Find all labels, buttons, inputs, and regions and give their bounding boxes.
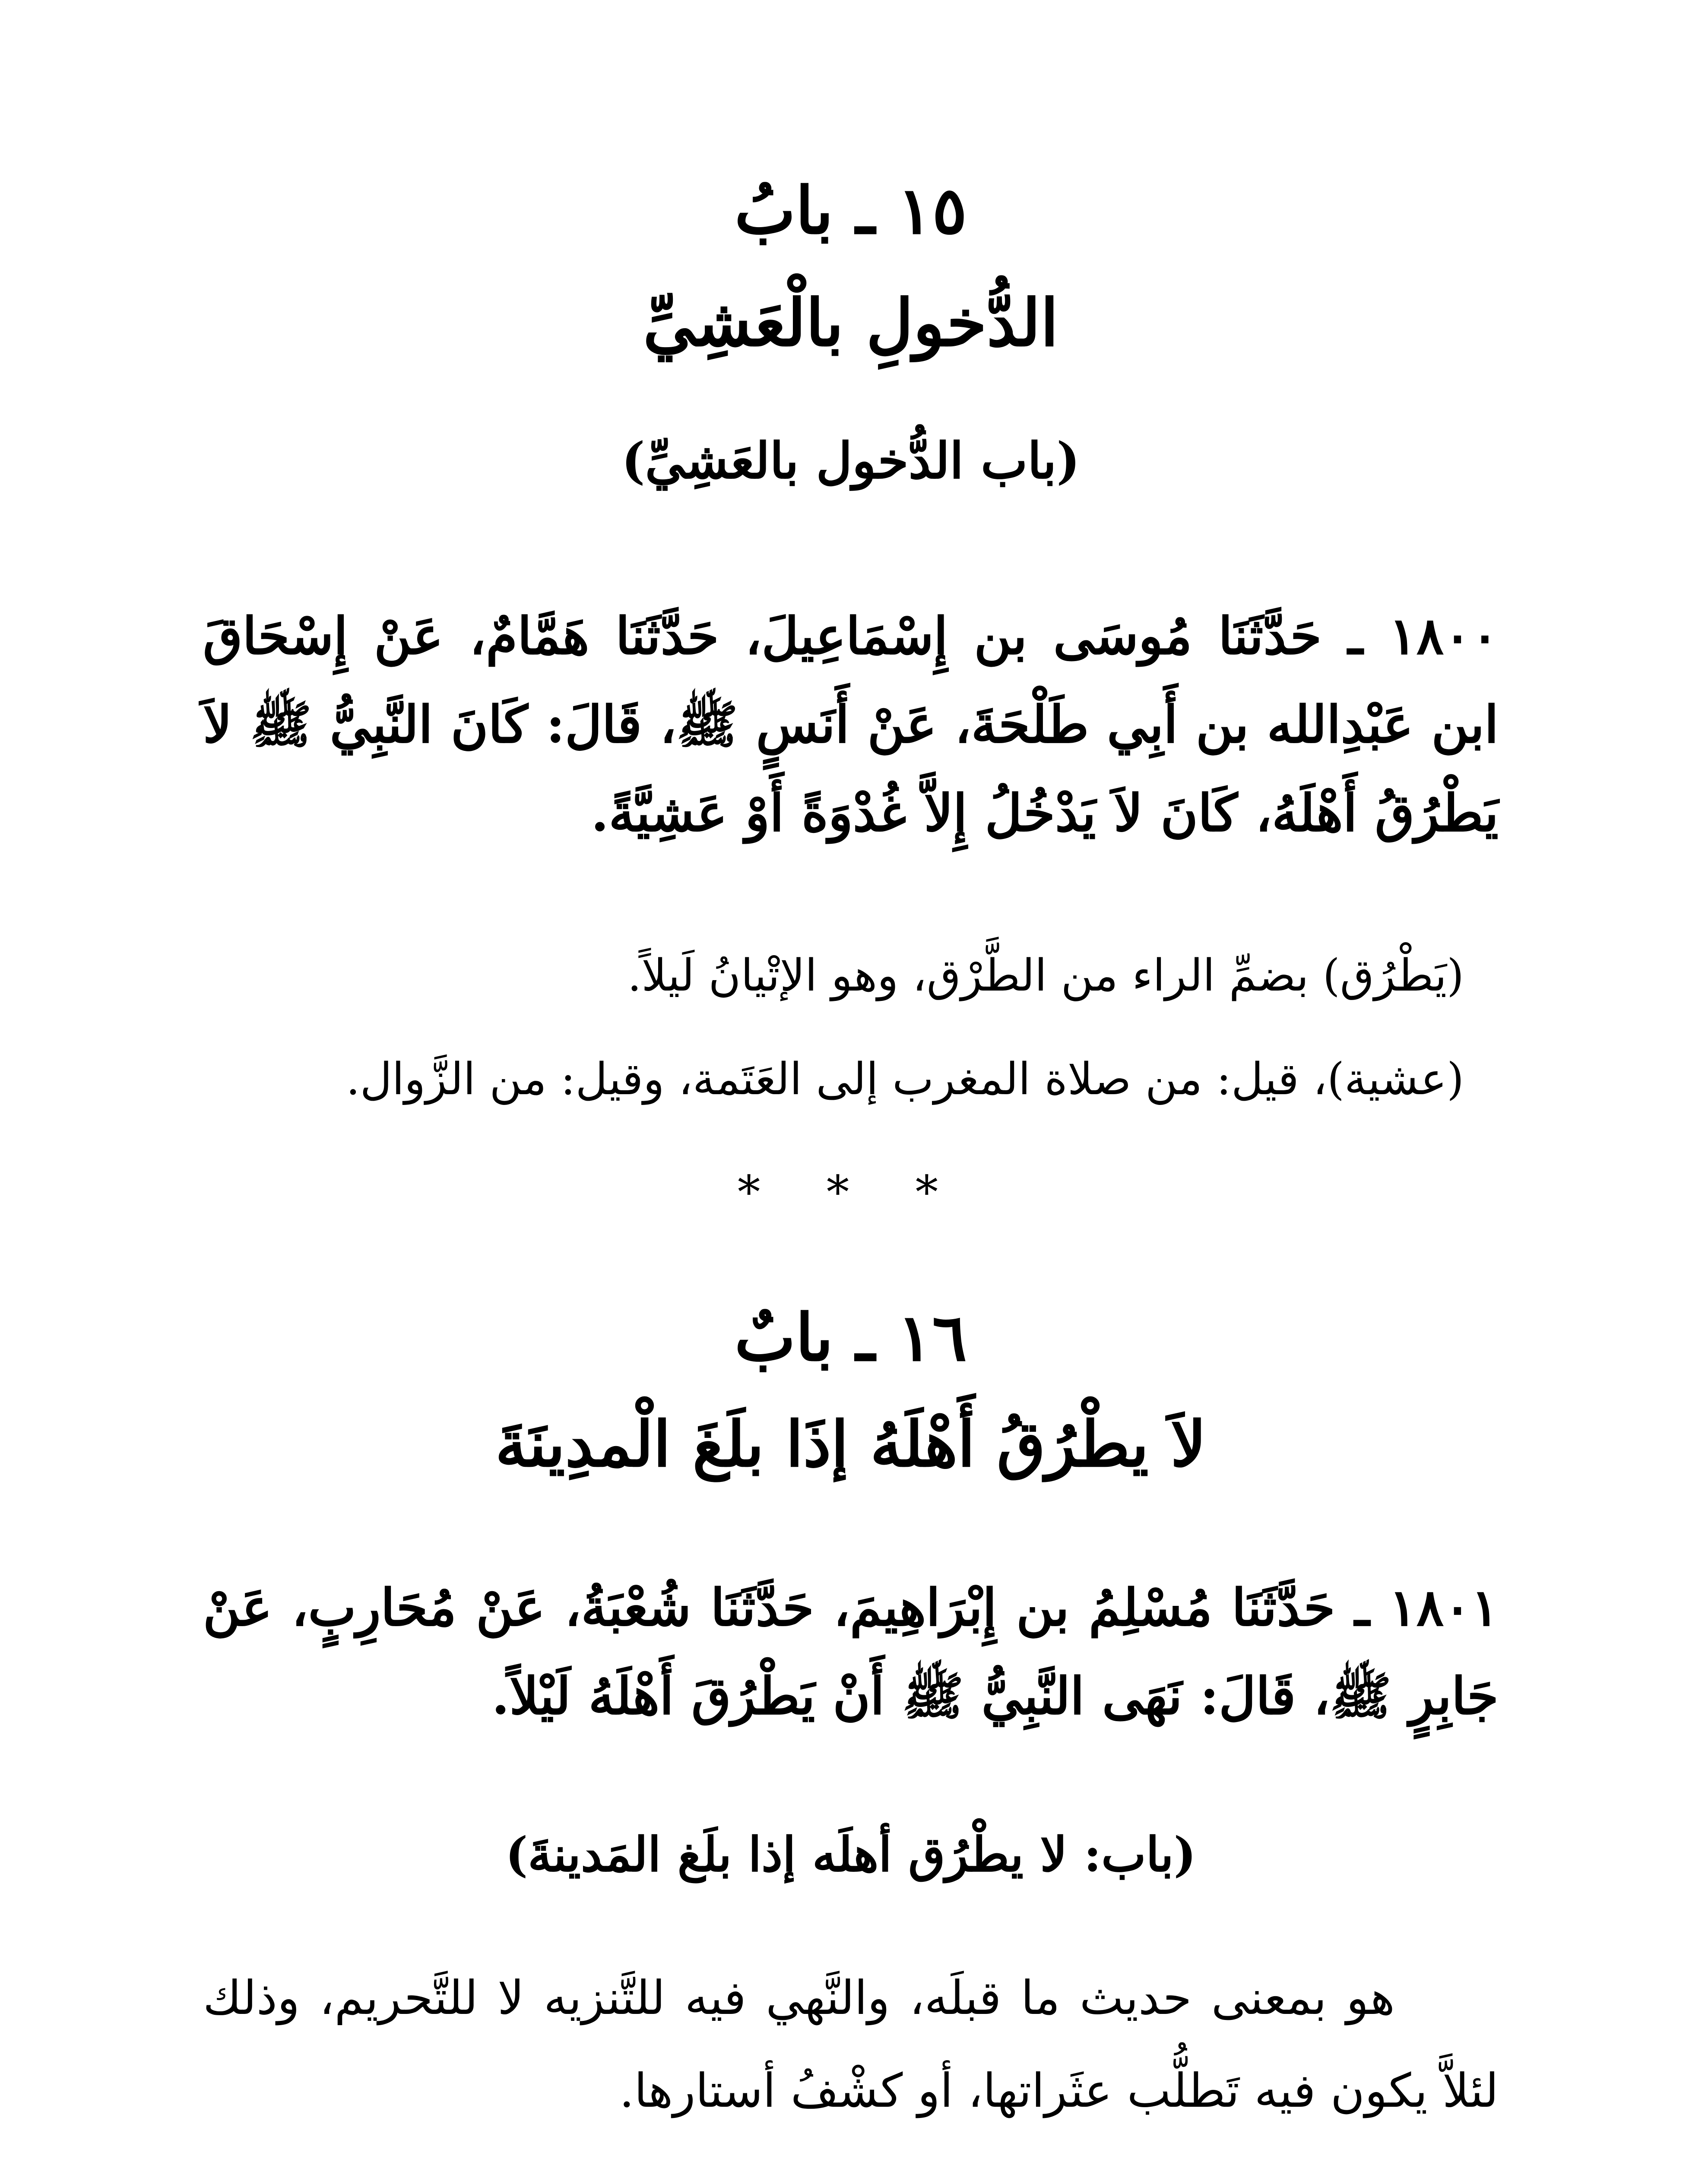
chapter-subtitle: (باب: لا يطْرُق أهلَه إذا بلَغ المَدينةَ) <box>505 1827 1196 1882</box>
gloss-line: (يَطْرُق) بضمِّ الراء من الطَّرْق، وهو الإتْيانُ لَيلاً. <box>627 950 1464 1001</box>
hadith-text: ١٨٠٠ ـ حَدَّثَنَا مُوسَى بن إِسْمَاعِيلَ، حَدَّثَنَا هَمَّامٌ، عَنْ إِسْحَاقَ ابن عَبْدِالله بن أَبِي طَلْحَةَ، عَنْ أَنَسٍ ﷺ، قَالَ: كَانَ النَّبِيُّ ﷺ لاَ يَطْرُقُ أَهْلَهُ، كَانَ لاَ يَدْخُلُ إِلاَّ غُدْوَةً أَوْ عَشِيَّةً. <box>203 606 1499 843</box>
chapter-subtitle: (باب الدُّخول بالعَشِيِّ) <box>621 432 1080 490</box>
hadith-text: ١٨٠١ ـ حَدَّثَنَا مُسْلِمُ بن إِبْرَاهِيمَ، حَدَّثَنَا شُعْبَةُ، عَنْ مُحَارِبٍ، عَنْ جَابِرٍ ﷺ، قَالَ: نَهَى النَّبِيُّ ﷺ أَنْ يَطْرُقَ أَهْلَهُ لَيْلاً. <box>203 1577 1499 1726</box>
chapter-number: ١٦ ـ بابٌ <box>734 1300 967 1376</box>
chapter-number: ١٥ ـ بابُ <box>734 173 967 249</box>
commentary-paragraph: هو بمعنى حديث ما قبلَه، والنَّهي فيه للتَّنزيه لا للتَّحريم، وذلك لئلاَّ يكون فيه تَطلُّب عثَراتها، أو كشْفُ أستارها. <box>203 1971 1499 2118</box>
gloss-line: (عشية)، قيل: من صلاة المغرب إلى العَتَمة، وقيل: من الزَّوال. <box>346 1054 1464 1105</box>
section-separator: * * * <box>737 1166 964 1219</box>
chapter-title: الدُّخولِ بالْعَشِيِّ <box>643 285 1058 361</box>
chapter-title: لاَ يطْرُقُ أَهْلَهُ إذَا بلَغَ الْمدِينَةَ <box>495 1408 1207 1481</box>
